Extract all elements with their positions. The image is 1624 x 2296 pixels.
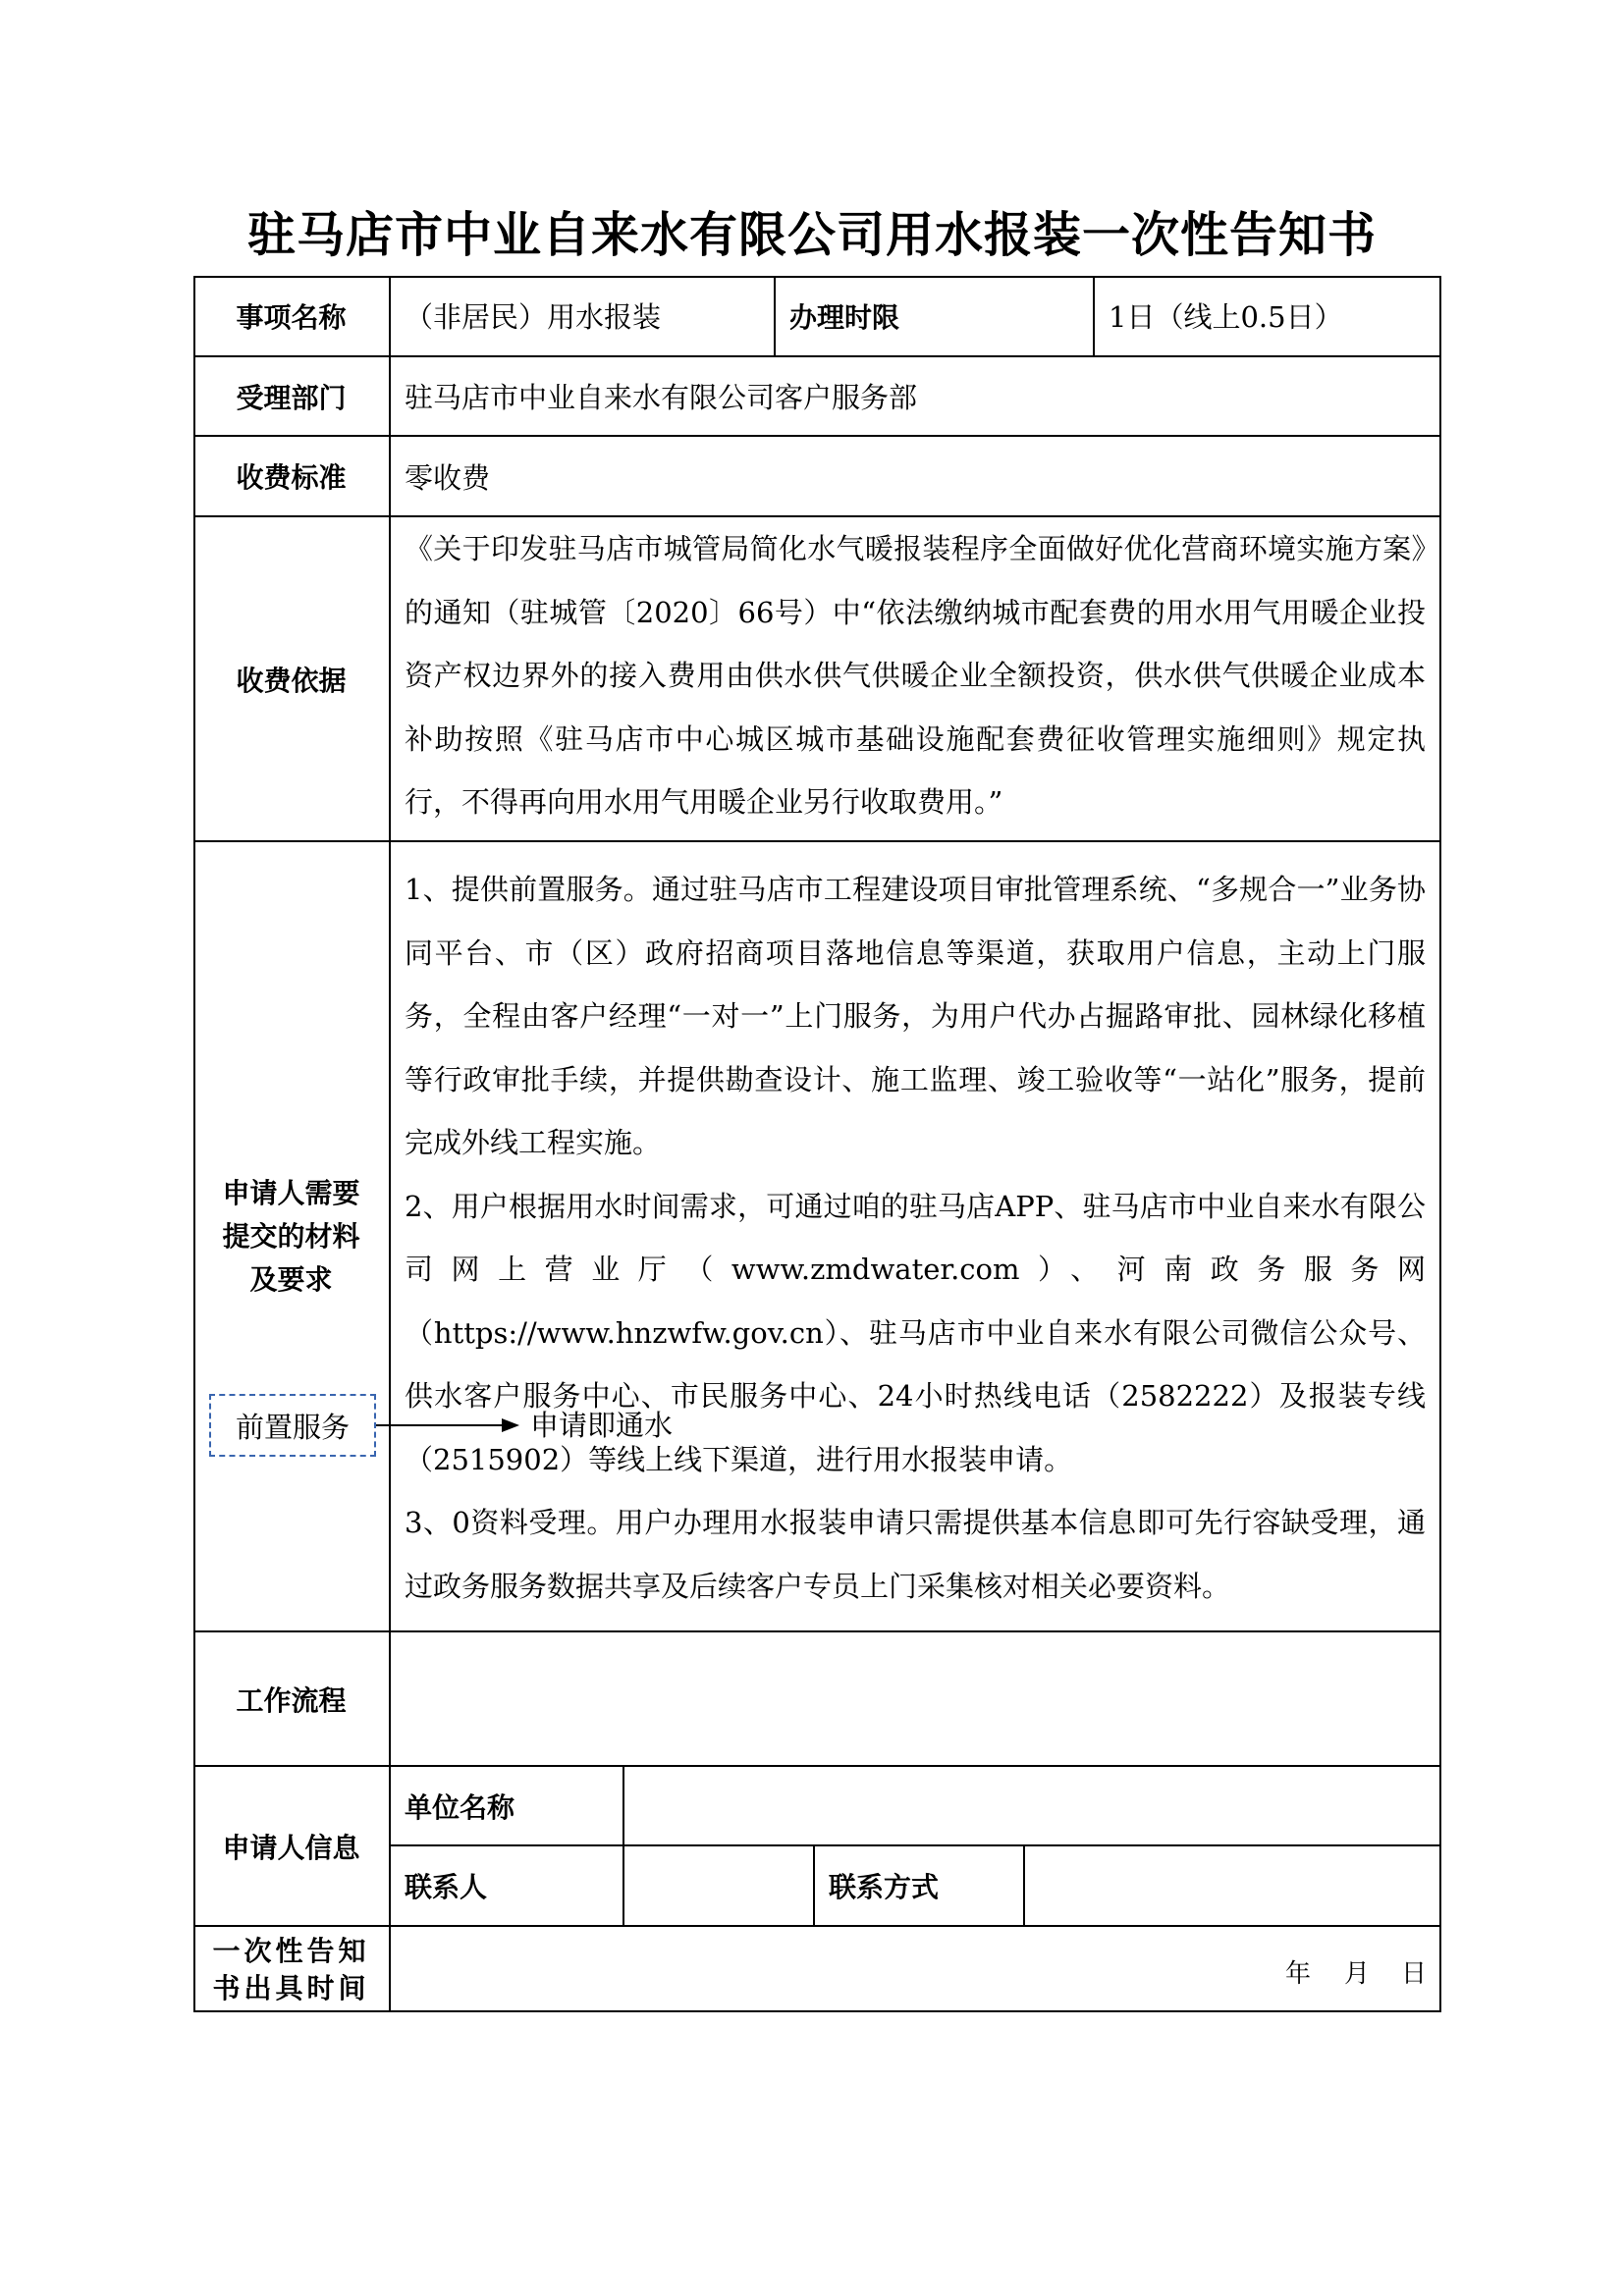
col-divider — [1023, 1844, 1025, 1925]
materials-label-line: 及要求 — [249, 1262, 333, 1296]
col-divider — [623, 1765, 624, 1925]
fee-basis-label: 收费依据 — [236, 664, 347, 697]
dept-label: 受理部门 — [236, 381, 347, 414]
issue-time-label-line: 一次性告知 — [212, 1934, 370, 1967]
materials-item: 1、提供前置服务。通过驻马店市工程建设项目审批管理系统、“多规合一”业务协同平台、市（区）政府招商项目落地信息等渠道，获取用户信息，主动上门服务，全程由客户经理“一对一”上门服务，为用户代办占掘路审批、园林绿化移植等行政审批手续，并提供勘查设计、施工监理、竣工验收等“一站化”服务，提前完成外线工程实施。 — [405, 873, 1426, 1159]
fee-basis-text: 《关于印发驻马店市城管局简化水气暖报装程序全面做好优化营商环境实施方案》的通知（驻城管〔2020〕66号）中“依法缴纳城市配套费的用水用气用暖企业投资产权边界外的接入费用由供水供气供暖企业全额投资，供水供气供暖企业成本补助按照《驻马店市中心城区城市基础设施配套费征收管理实施细则》规定执行，不得再向用水用气用暖企业另行收取费用。” — [405, 532, 1426, 819]
issue-time-label-line: 书出具时间 — [212, 1971, 370, 2004]
notice-form — [193, 276, 1441, 2012]
flow-arrow-icon — [376, 1411, 523, 1440]
dept-value: 驻马店市中业自来水有限公司客户服务部 — [405, 381, 918, 414]
date-month: 月 — [1344, 1959, 1371, 1989]
materials-label — [193, 842, 389, 1630]
duration-label: 办理时限 — [789, 300, 900, 334]
col-divider — [389, 276, 391, 2012]
contact-person-label: 联系人 — [405, 1871, 488, 1903]
materials-item: 3、0资料受理。用户办理用水报装申请只需提供基本信息即可先行容缺受理，通过政务服务数据共享及后续客户专员上门采集核对相关必要资料。 — [405, 1506, 1426, 1603]
page-title: 驻马店市中业自来水有限公司用水报装一次性告知书 — [246, 207, 1377, 263]
flow-step-connect: 申请即通水 — [530, 1409, 674, 1442]
date-day: 日 — [1401, 1959, 1428, 1989]
contact-method-label: 联系方式 — [829, 1871, 940, 1903]
item-name-value: （非居民）用水报装 — [405, 300, 662, 334]
materials-label-line: 申请人需要 — [222, 1176, 360, 1209]
flow-step-pre-service: 前置服务 — [209, 1394, 376, 1457]
fee-standard-label: 收费标准 — [236, 461, 347, 494]
date-year: 年 — [1285, 1959, 1312, 1989]
unit-name-label: 单位名称 — [405, 1790, 515, 1824]
materials-list — [405, 858, 1426, 1618]
issue-time-label — [193, 1927, 389, 2012]
item-name-label: 事项名称 — [236, 300, 347, 334]
workflow-label: 工作流程 — [236, 1683, 347, 1717]
fee-standard-value: 零收费 — [405, 460, 491, 495]
materials-item: 2、用户根据用水时间需求，可通过咱的驻马店APP、驻马店市中业自来水有限公司网上营业厅（www.zmdwater.com）、河南政务服务网（https://www.hnzwfw.gov.cn）、驻马店市中业自来水有限公司微信公众号、供水客户服务中心、市民服务中心、24小时热线电话（2582222）及报装专线（2515902）等线上线下渠道，进行用水报装申请。 — [405, 1189, 1426, 1476]
duration-value: 1日（线上0.5日） — [1109, 300, 1343, 334]
materials-label-line: 提交的材料 — [222, 1219, 360, 1253]
applicant-label: 申请人信息 — [222, 1831, 360, 1864]
